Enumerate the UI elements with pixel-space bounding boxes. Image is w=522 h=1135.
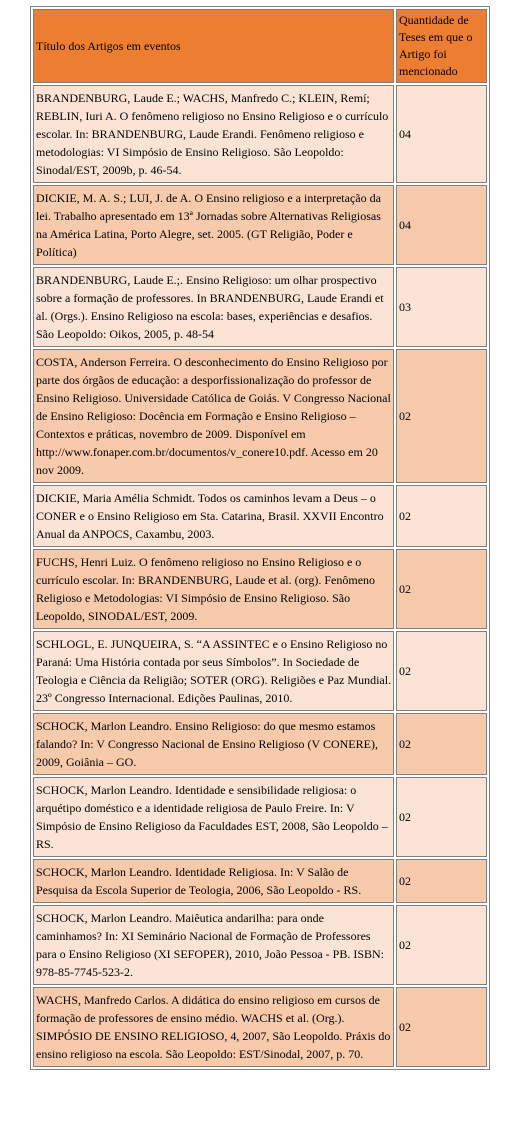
thesis-count-cell: 02 bbox=[396, 631, 487, 711]
thesis-count-cell: 02 bbox=[396, 549, 487, 629]
table-row bbox=[33, 349, 487, 483]
article-title-cell: SCHLOGL, E. JUNQUEIRA, S. “A ASSINTEC e o Ensino Religioso no Paraná: Uma História contada por seus Símbolos”. In Sociedade de Teologia e Ciência da Religião; SOTER (ORG). Religiões e Paz Mundial. 23º Congresso Internacional. Edições Paulinas, 2010. bbox=[33, 631, 394, 711]
article-title-cell: DICKIE, Maria Amélia Schmidt. Todos os caminhos levam a Deus – o CONER e o Ensino Religioso em Sta. Catarina, Brasil. XXVII Encontro Anual da ANPOCS, Caxambu, 2003. bbox=[33, 485, 394, 547]
table-row bbox=[33, 267, 487, 347]
table-row bbox=[33, 185, 487, 265]
article-title-cell: SCHOCK, Marlon Leandro. Identidade Religiosa. In: V Salão de Pesquisa da Escola Superior de Teologia, 2006, São Leopoldo - RS. bbox=[33, 859, 394, 903]
table-row bbox=[33, 631, 487, 711]
document-page bbox=[30, 6, 490, 1070]
table-row bbox=[33, 549, 487, 629]
article-title-cell: SCHOCK, Marlon Leandro. Identidade e sensibilidade religiosa: o arquétipo doméstico e a identidade religiosa de Paulo Freire. In: V Simpósio de Ensino Religioso da Faculdades EST, 2008, São Leopoldo – RS. bbox=[33, 777, 394, 857]
table-row bbox=[33, 987, 487, 1067]
articles-table bbox=[30, 6, 490, 1070]
article-title-cell: WACHS, Manfredo Carlos. A didática do ensino religioso em cursos de formação de professores de ensino médio. WACHS et al. (Org.). SIMPÓSIO DE ENSINO RELIGIOSO, 4, 2007, São Leopoldo. Práxis do ensino religioso na escola. São Leopoldo: EST/Sinodal, 2007, p. 70. bbox=[33, 987, 394, 1067]
article-title-cell: BRANDENBURG, Laude E.;. Ensino Religioso: um olhar prospectivo sobre a formação de professores. In BRANDENBURG, Laude Erandi et al. (Orgs.). Ensino Religioso na escola: bases, experiências e desafios. São Leopoldo: Oikos, 2005, p. 48-54 bbox=[33, 267, 394, 347]
header-title: Título dos Artigos em eventos bbox=[33, 9, 394, 83]
table-row bbox=[33, 905, 487, 985]
thesis-count-cell: 02 bbox=[396, 859, 487, 903]
header-count: Quantidade de Teses em que o Artigo foi mencionado bbox=[396, 9, 487, 83]
article-title-cell: FUCHS, Henri Luiz. O fenômeno religioso no Ensino Religioso e o currículo escolar. In: BRANDENBURG, Laude et al. (org). Fenômeno Religioso e Metodologias: VI Simpósio de Ensino Religioso. São Leopoldo, SINODAL/EST, 2009. bbox=[33, 549, 394, 629]
article-title-cell: SCHOCK, Marlon Leandro. Maiêutica andarilha: para onde caminhamos? In: XI Seminário Nacional de Formação de Professores para o Ensino Religioso (XI SEFOPER), 2010, João Pessoa - PB. ISBN: 978-85-7745-523-2. bbox=[33, 905, 394, 985]
article-title-cell: BRANDENBURG, Laude E.; WACHS, Manfredo C.; KLEIN, Remí; REBLIN, Iuri A. O fenômeno religioso no Ensino Religioso e o currículo escolar. In: BRANDENBURG, Laude Erandi. Fenômeno religioso e metodologias: VI Simpósio de Ensino Religioso. São Leopoldo: Sinodal/EST, 2009b, p. 46-54. bbox=[33, 85, 394, 183]
table-row bbox=[33, 859, 487, 903]
articles-table-body bbox=[33, 9, 487, 1067]
thesis-count-cell: 02 bbox=[396, 713, 487, 775]
table-header-row bbox=[33, 9, 487, 83]
table-row bbox=[33, 713, 487, 775]
article-title-cell: SCHOCK, Marlon Leandro. Ensino Religioso: do que mesmo estamos falando? In: V Congresso Nacional de Ensino Religioso (V CONERE), 2009, Goiânia – GO. bbox=[33, 713, 394, 775]
thesis-count-cell: 03 bbox=[396, 267, 487, 347]
table-row bbox=[33, 85, 487, 183]
article-title-cell: DICKIE, M. A. S.; LUI, J. de A. O Ensino religioso e a interpretação da lei. Trabalho apresentado em 13ª Jornadas sobre Alternativas Religiosas na América Latina, Porto Alegre, set. 2005. (GT Religião, Poder e Política) bbox=[33, 185, 394, 265]
thesis-count-cell: 02 bbox=[396, 349, 487, 483]
thesis-count-cell: 04 bbox=[396, 85, 487, 183]
thesis-count-cell: 02 bbox=[396, 987, 487, 1067]
thesis-count-cell: 04 bbox=[396, 185, 487, 265]
thesis-count-cell: 02 bbox=[396, 777, 487, 857]
thesis-count-cell: 02 bbox=[396, 485, 487, 547]
thesis-count-cell: 02 bbox=[396, 905, 487, 985]
table-row bbox=[33, 485, 487, 547]
table-row bbox=[33, 777, 487, 857]
article-title-cell: COSTA, Anderson Ferreira. O desconhecimento do Ensino Religioso por parte dos órgãos de educação: a desporfissionalização do professor de Ensino Religioso. Universidade Católica de Goiás. V Congresso Nacional de Ensino Religioso: Docência em Formação e Ensino Religioso – Contextos e práticas, novembro de 2009. Disponível em http://www.fonaper.com.br/documentos/v_conere10.pdf. Acesso em 20 nov 2009. bbox=[33, 349, 394, 483]
